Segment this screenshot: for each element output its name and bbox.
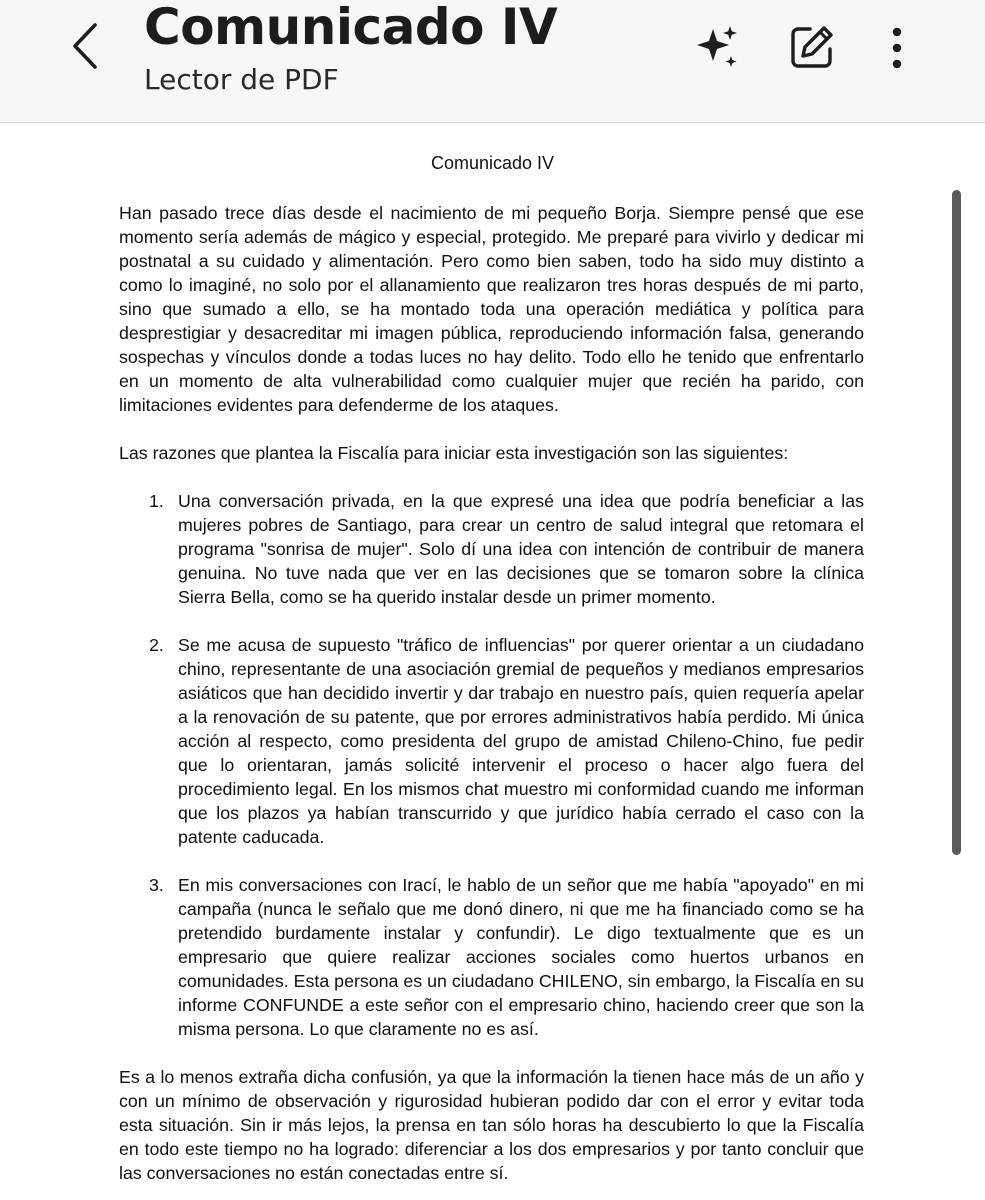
list-item [119,633,864,849]
edit-icon [788,23,836,71]
document-body [119,201,864,1185]
list-item-number: 3. [149,875,164,895]
list-item-text: En mis conversaciones con Irací, le hablo de un señor que me había "apoyado" en mi campaña (nunca le señalo que me donó dinero, ni que me ha financiado como se ha pretendido burdamente instalar y confundir). Le digo textualmente que es un empresario que quiere realizar acciones sociales como huertos urbanos en comunidades. Esta persona es un ciudadano CHILENO, sin embargo, la Fiscalía en su informe CONFUNDE a este señor con el empresario chino, haciendo creer que son la misma persona. Lo que claramente no es así. [178,875,864,1039]
document-heading: Comunicado IV [430,153,555,173]
chevron-left-icon [69,21,103,71]
intro-paragraph: Han pasado trece días desde el nacimiento de mi pequeño Borja. Siempre pensé que ese momento sería además de mágico y especial, protegido. Me preparé para vivirlo y dedicar mi postnatal a su cuidado y alimentación. Pero como bien saben, todo ha sido muy distinto a como lo imaginé, no solo por el allanamiento que realizaron tres horas después de mi parto, sino que sumado a ello, se ha montado toda una operación mediática y política para desprestigiar y desacreditar mi imagen pública, reproduciendo información falsa, generando sospechas y vínculos donde a todas luces no hay delito. Todo ello he tenido que enfrentarlo en un momento de alta vulnerabilidad como cualquier mujer que recién ha parido, con limitaciones evidentes para defenderme de los ataques. [119,203,864,415]
list-item-text: Se me acusa de supuesto "tráfico de influencias" por querer orientar a un ciudadano chino, representante de una asociación gremial de pequeños y medianos empresarios asiáticos que han decidido invertir y dar trabajo en nuestro país, quien requería apelar a la renovación de su patente, que por errores administrativos había perdido. Mi única acción al respecto, como presidenta del grupo de amistad Chileno-Chino, fue pedir que lo orientaran, jamás solicité intervenir el proceso o hacer algo fuera del procedimiento legal. En los mismos chat muestro mi conformidad cuando me informan que los plazos ya habían transcurrido y que jurídico había cerrado el caso con la patente caducada. [178,635,864,847]
list-item-number: 2. [149,635,164,655]
list-item-text: Una conversación privada, en la que expresé una idea que podría beneficiar a las mujeres pobres de Santiago, para crear un centro de salud integral que retomara el programa "sonrisa de mujer". Solo dí una idea con intención de contribuir de manera genuina. No tuve nada que ver en las decisiones que se tomaron sobre la clínica Sierra Bella, como se ha querido instalar desde un primer momento. [178,491,864,607]
back-button[interactable] [58,18,114,74]
title-group [144,0,557,95]
list-item-number: 1. [149,491,164,511]
pdf-page [0,123,985,1200]
app-bar [0,0,985,123]
list-item [119,489,864,609]
more-vertical-icon [889,23,905,71]
reasons-list [119,489,864,1041]
edit-button[interactable] [785,20,839,74]
more-options-button[interactable] [870,20,924,74]
reasons-lead-paragraph: Las razones que plantea la Fiscalía para iniciar esta investigación son las siguientes: [119,443,789,463]
list-item [119,873,864,1041]
closing-paragraph: Es a lo menos extraña dicha confusión, ya que la información la tienen hace más de un año y con un mínimo de observación y rigurosidad hubieran podido dar con el error y evitar toda esta situación. Sin ir más lejos, la prensa en tan sólo horas ha descubierto lo que la Fiscalía en todo este tiempo no ha logrado: diferenciar a los dos empresarios y por tanto concluir que las conversaciones no están conectadas entre sí. [119,1067,864,1183]
scrollbar-thumb[interactable] [952,190,961,855]
app-subtitle: Lector de PDF [144,63,339,96]
ai-assist-button[interactable] [690,20,744,74]
sparkles-icon [693,23,741,71]
page-title: Comunicado IV [144,0,558,56]
